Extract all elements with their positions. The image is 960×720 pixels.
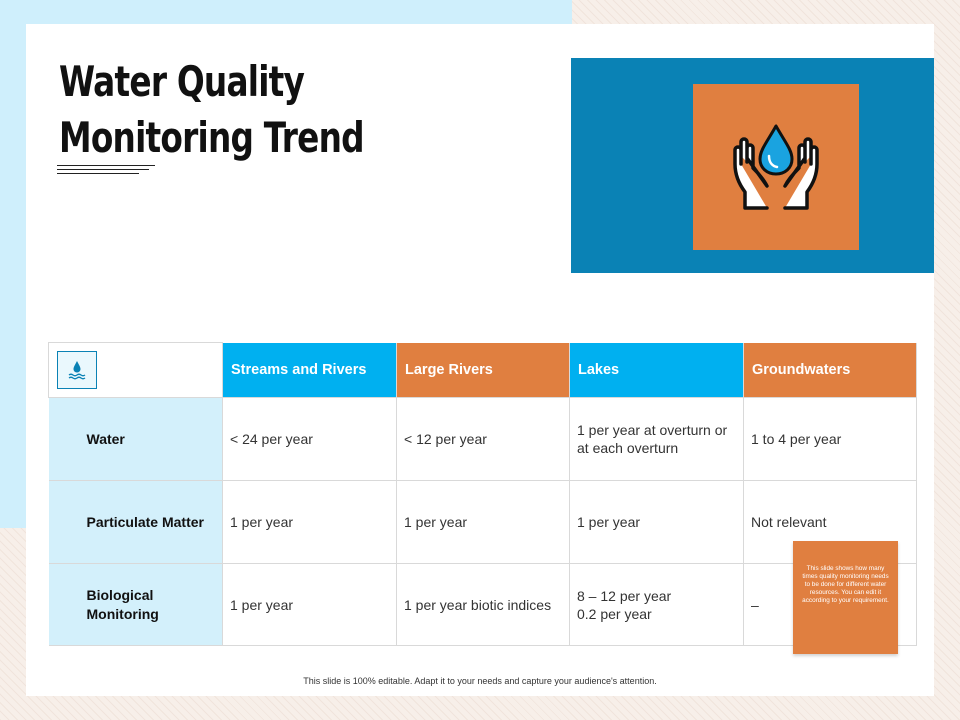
table-cell: Not relevant xyxy=(744,481,917,564)
table-cell: 1 per year xyxy=(570,481,744,564)
hero-icon-tile xyxy=(693,84,859,250)
column-header-lakes: Lakes xyxy=(570,343,744,398)
table-row xyxy=(49,398,917,481)
sticky-note: This slide shows how many times quality monitoring needs to be done for different water resources. You can edit it according to your requirement. xyxy=(793,541,898,654)
column-header-groundwaters: Groundwaters xyxy=(744,343,917,398)
title-line-1: Water Quality xyxy=(59,57,305,106)
cell-line-1: 8 – 12 per year xyxy=(577,587,672,604)
row-header-particulate-matter: Particulate Matter xyxy=(49,481,223,564)
table-header-row xyxy=(49,343,917,398)
title-line-2: Monitoring Trend xyxy=(59,113,364,162)
table-cell: 1 per year xyxy=(223,564,397,646)
table-cell: 1 per year xyxy=(223,481,397,564)
table-cell xyxy=(570,564,744,646)
table-cell: – xyxy=(744,564,917,646)
hands-water-drop-icon xyxy=(721,112,831,222)
table-cell: 1 per year at overturn or at each overturn xyxy=(570,398,744,481)
row-header-biological-monitoring: Biological Monitoring xyxy=(49,564,223,646)
water-drop-waves-icon xyxy=(57,351,97,389)
table-cell: < 24 per year xyxy=(223,398,397,481)
table-row xyxy=(49,564,917,646)
table-cell: < 12 per year xyxy=(397,398,570,481)
cell-line-2: 0.2 per year xyxy=(577,605,652,622)
table-cell: 1 per year biotic indices xyxy=(397,564,570,646)
row-header-water: Water xyxy=(49,398,223,481)
table-corner-cell xyxy=(49,343,223,398)
title-underline xyxy=(57,165,155,177)
column-header-large-rivers: Large Rivers xyxy=(397,343,570,398)
column-header-streams-and-rivers: Streams and Rivers xyxy=(223,343,397,398)
footer-text: This slide is 100% editable. Adapt it to your needs and capture your audience's attention. xyxy=(303,676,657,686)
page-title xyxy=(59,54,465,166)
table-cell: 1 per year xyxy=(397,481,570,564)
monitoring-table xyxy=(48,342,917,646)
table-row xyxy=(49,481,917,564)
table-cell: 1 to 4 per year xyxy=(744,398,917,481)
